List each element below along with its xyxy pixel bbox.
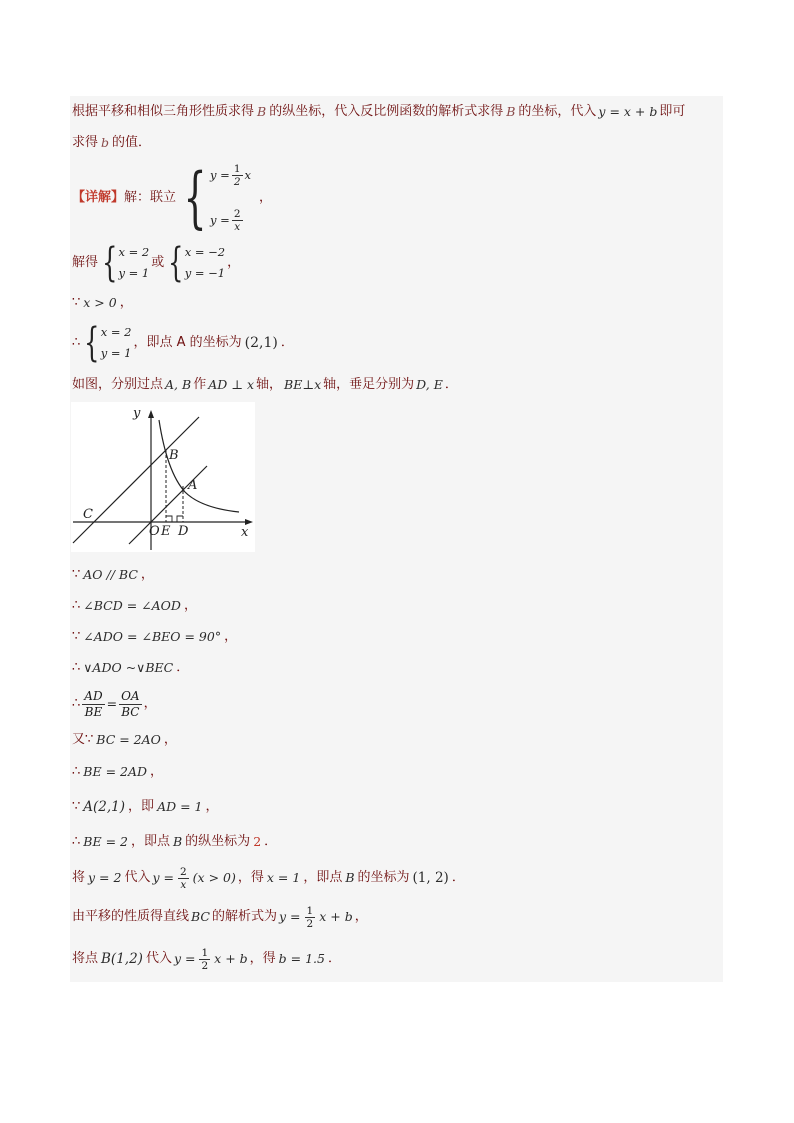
detail-system-line bbox=[70, 158, 723, 238]
detail-tag: 【详解】 bbox=[72, 190, 125, 205]
solution-document bbox=[70, 96, 723, 982]
text: 的纵坐标，代入反比例函数的解析式求得 bbox=[269, 104, 504, 119]
similar-line: ∴ ∨ADO ~∨BEC ． bbox=[70, 652, 723, 684]
substitute-line: 将 y = 2 代入 y = $\frac{2}{x}$ (x > 0) ，得 x = 1 ，即点 B 的坐标为 (1, 2) ． bbox=[70, 858, 723, 898]
label-b: B bbox=[169, 448, 179, 463]
be-value-line: ∴ BE = 2 ，即点 B 的纵坐标为 2 ． bbox=[70, 826, 723, 858]
text: 或 bbox=[151, 255, 165, 270]
given-line: 又∵ BC = 2AO ， bbox=[70, 724, 723, 756]
graph-figure bbox=[70, 402, 723, 560]
point-a-line: ∴ { x = 2 y = 1 ，即点 A 的坐标为 (2,1) ． bbox=[70, 318, 723, 368]
be-ad-line: ∴ BE = 2AD ， bbox=[70, 756, 723, 788]
text: 根据平移和相似三角形性质求得 bbox=[72, 104, 255, 119]
perpendicular-line: 如图，分别过点 A, B 作 AD ⊥ x 轴， BE⊥x 轴，垂足分别为 D, E ． bbox=[70, 368, 723, 402]
ratio-line: ∴ $\frac{AD}{BE}$ = $\frac{OA}{BC}$ ， bbox=[70, 684, 723, 724]
text: 解：联立 bbox=[124, 190, 177, 205]
parallel-line: ∵ AO // BC ， bbox=[70, 560, 723, 590]
equation-system: { y = $\frac{1}{2}$ x y = $\frac{2}{x}$ bbox=[183, 159, 252, 236]
brace: { bbox=[183, 159, 207, 236]
text: 即可 bbox=[659, 104, 686, 119]
label-x: x bbox=[241, 525, 249, 540]
ad-value-line: ∵ A(2,1) ，即 AD = 1 ， bbox=[70, 788, 723, 826]
text: 的坐标，代入 bbox=[518, 104, 597, 119]
condition-line: ∵ x > 0 ， bbox=[70, 288, 723, 318]
solve-line: 解得 { x = 2 y = 1 或 { x = −2 y = −1 ， bbox=[70, 238, 723, 288]
math: B bbox=[506, 104, 516, 119]
math: b bbox=[101, 135, 110, 150]
label-c: C bbox=[83, 507, 93, 522]
angle-equal-line: ∴ ∠BCD = ∠AOD ， bbox=[70, 590, 723, 622]
label-y: y bbox=[133, 406, 141, 421]
coordinate-graph bbox=[71, 402, 255, 552]
label-e: E bbox=[161, 524, 171, 539]
intro-line-2 bbox=[70, 128, 723, 158]
right-angle-line: ∵ ∠ADO = ∠BEO = 90° ， bbox=[70, 622, 723, 652]
math: B bbox=[257, 104, 267, 119]
intro-line-1 bbox=[70, 96, 723, 128]
text: ， bbox=[227, 255, 241, 270]
label-o: O bbox=[149, 524, 160, 539]
text: ， bbox=[259, 190, 273, 205]
text: 解得 bbox=[72, 255, 99, 270]
final-line: 将点 B(1,2) 代入 y = $\frac{1}{2}$ x + b ，得 b = 1.5 ． bbox=[70, 936, 723, 982]
label-a: A bbox=[188, 478, 198, 493]
text: 的值． bbox=[112, 135, 152, 150]
math: y = x + b bbox=[598, 104, 658, 119]
label-d: D bbox=[178, 524, 189, 539]
translation-line: 由平移的性质得直线 BC 的解析式为 y = $\frac{1}{2}$ x + b ， bbox=[70, 898, 723, 936]
text: 求得 bbox=[72, 135, 99, 150]
